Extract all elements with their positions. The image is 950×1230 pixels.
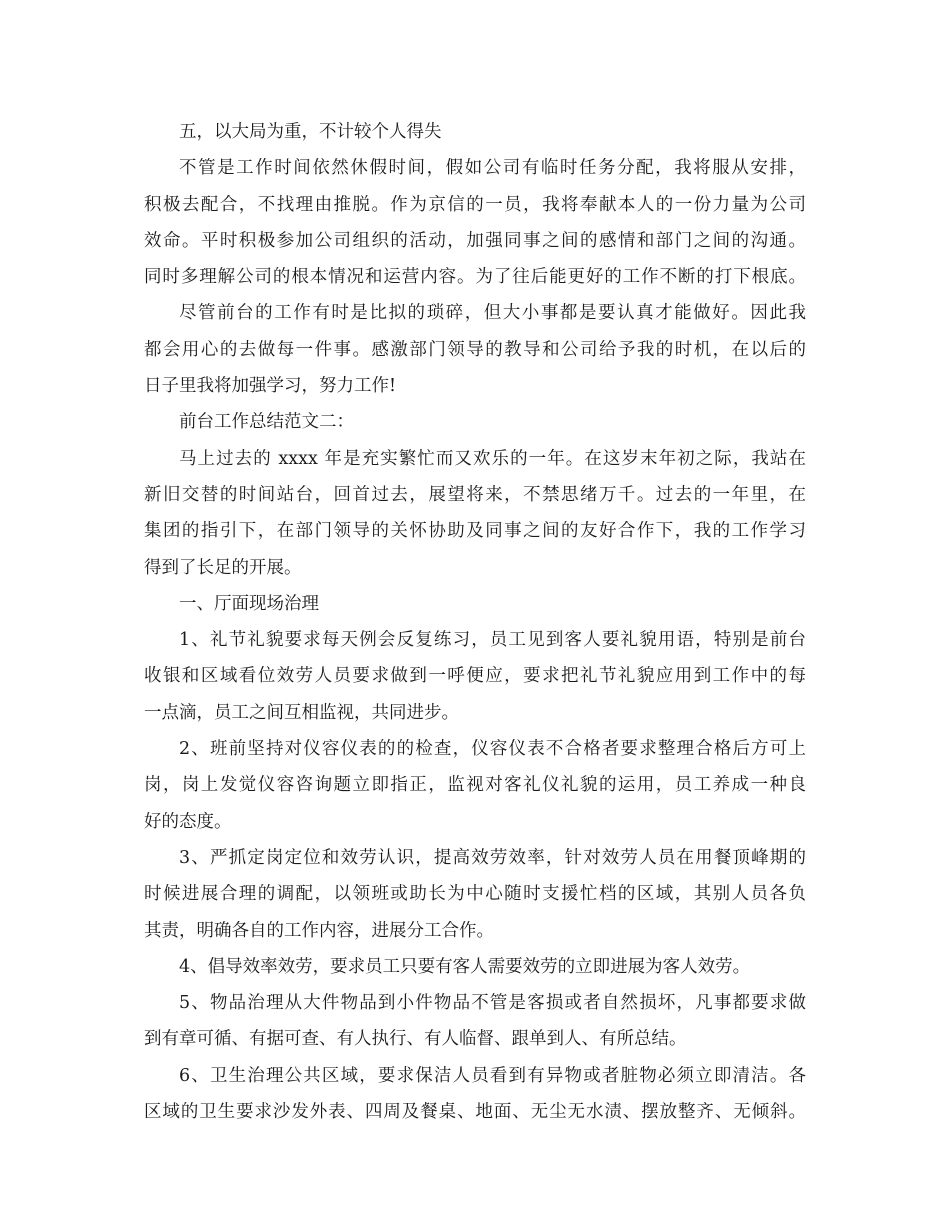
text-line: 3、严抓定岗定位和效劳认识，提高效劳效率，针对效劳人员在用餐顶峰期的	[179, 847, 806, 868]
text-line: 区域的卫生要求沙发外表、四周及餐桌、地面、无尘无水渍、摆放整齐、无倾斜。	[144, 1102, 806, 1123]
text-line: 效命。平时积极参加公司组织的活动，加强同事之间的感情和部门之间的沟通。	[144, 230, 806, 251]
text-line: 集团的指引下，在部门领导的关怀协助及同事之间的友好合作下，我的工作学习	[144, 521, 806, 542]
text-line: 4、倡导效率效劳，要求员工只要有客人需要效劳的立即进展为客人效劳。	[179, 956, 751, 977]
text-line: 马上过去的 xxxx 年是充实繁忙而又欢乐的一年。在这岁末年初之际，我站在	[179, 448, 806, 469]
text-line: 1、礼节礼貌要求每天例会反复练习，员工见到客人要礼貌用语，特别是前台	[179, 630, 806, 651]
text-line: 岗，岗上发觉仪容咨询题立即指正，监视对客礼仪礼貌的运用，员工养成一种良	[144, 775, 806, 796]
text-line: 尽管前台的工作有时是比拟的琐碎，但大小事都是要认真才能做好。因此我	[179, 303, 806, 324]
text-line: 好的态度。	[144, 811, 232, 832]
text-line: 同时多理解公司的根本情况和运营内容。为了往后能更好的工作不断的打下根底。	[144, 267, 806, 288]
document-body	[144, 114, 806, 1130]
text-line: 得到了长足的开展。	[144, 557, 302, 578]
text-line: 新旧交替的时间站台，回首过去，展望将来，不禁思绪万千。过去的一年里，在	[144, 484, 806, 505]
text-line: 到有章可循、有据可查、有人执行、有人临督、跟单到人、有所总结。	[144, 1029, 687, 1050]
text-line: 前台工作总结范文二：	[179, 412, 354, 433]
text-line: 其责，明确各自的工作内容，进展分工合作。	[144, 920, 494, 941]
text-line: 五，以大局为重，不计较个人得失	[179, 122, 442, 142]
text-line: 都会用心的去做每一件事。感激部门领导的教导和公司给予我的时机，在以后的	[144, 339, 806, 360]
text-line: 6、卫生治理公共区域，要求保洁人员看到有异物或者脏物必须立即清洁。各	[179, 1065, 806, 1086]
text-line: 5、物品治理从大件物品到小件物品不管是客损或者自然损坏，凡事都要求做	[179, 993, 806, 1014]
text-line: 2、班前坚持对仪容仪表的的检查，仪容仪表不合格者要求整理合格后方可上	[179, 739, 806, 760]
text-line: 一、厅面现场治理	[179, 593, 319, 614]
text-line: 日子里我将加强学习，努力工作!	[144, 376, 397, 397]
text-line: 不管是工作时间依然休假时间，假如公司有临时任务分配，我将服从安排，	[179, 158, 806, 179]
text-line: 收银和区域看位效劳人员要求做到一呼便应，要求把礼节礼貌应用到工作中的每	[144, 666, 806, 687]
text-line: 积极去配合，不找理由推脱。作为京信的一员，我将奉献本人的一份力量为公司	[144, 194, 806, 215]
text-line: 一点滴，员工之间互相监视，共同进步。	[144, 702, 459, 723]
text-line: 时候进展合理的调配，以领班或助长为中心随时支援忙档的区域，其别人员各负	[144, 884, 806, 905]
